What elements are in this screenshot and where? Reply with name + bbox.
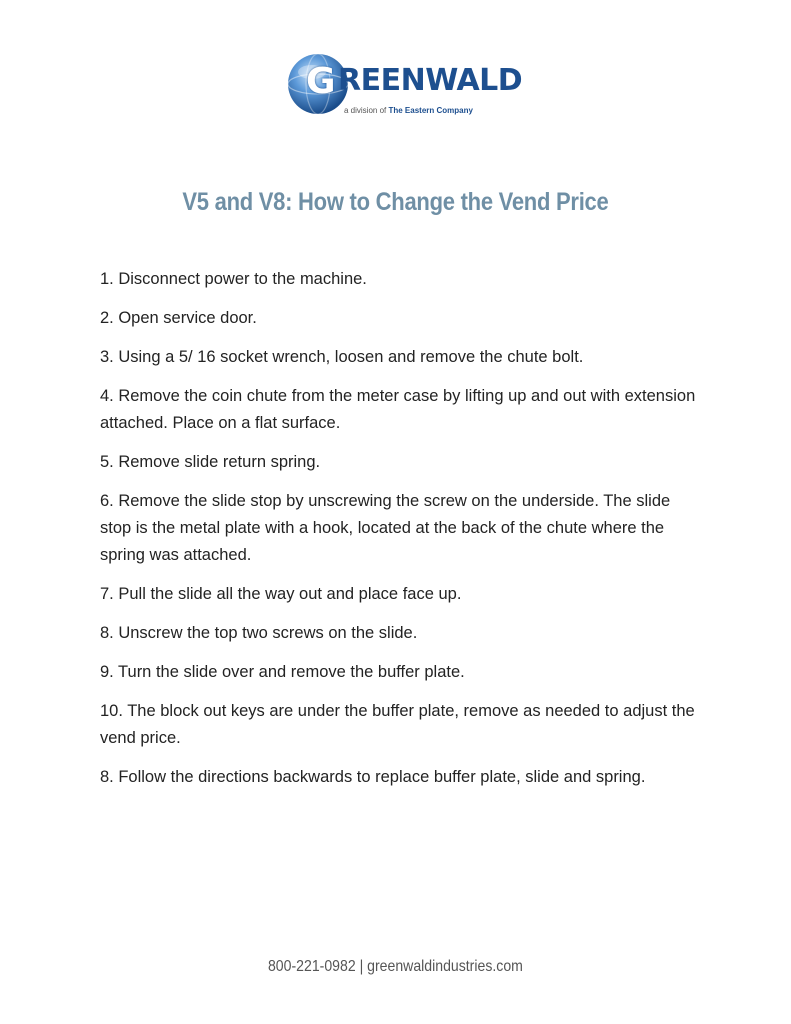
step-item: 3. Using a 5/ 16 socket wrench, loosen and remove the chute bolt. — [100, 348, 584, 366]
logo-tagline-prefix: a division of — [344, 106, 387, 115]
instruction-list — [100, 266, 700, 803]
step-item: 10. The block out keys are under the buffer plate, remove as needed to adjust the vend price. — [100, 702, 695, 747]
step-item: 5. Remove slide return spring. — [100, 453, 321, 471]
step-item: 8. Unscrew the top two screws on the slide. — [100, 624, 418, 642]
step-item: 4. Remove the coin chute from the meter case by lifting up and out with extension attached. Place on a flat surface. — [100, 387, 696, 432]
greenwald-logo — [284, 48, 523, 128]
logo-initial: G — [306, 61, 336, 102]
logo-wordmark: REENWALD — [338, 63, 523, 98]
step-item: 8. Follow the directions backwards to replace buffer plate, slide and spring. — [100, 768, 646, 786]
step-item: 1. Disconnect power to the machine. — [100, 270, 367, 288]
step-item: 2. Open service door. — [100, 309, 257, 327]
step-item: 9. Turn the slide over and remove the buffer plate. — [100, 663, 465, 681]
step-item: 7. Pull the slide all the way out and place face up. — [100, 585, 462, 603]
step-item: 6. Remove the slide stop by unscrewing the screw on the underside. The slide stop is the metal plate with a hook, located at the back of the chute where the spring was attached. — [100, 492, 671, 564]
logo-tagline-company: The Eastern Company — [388, 106, 473, 115]
page-title: V5 and V8: How to Change the Vend Price — [182, 188, 609, 216]
logo-tagline — [344, 106, 473, 115]
footer-contact: 800-221-0982 | greenwaldindustries.com — [267, 958, 523, 975]
